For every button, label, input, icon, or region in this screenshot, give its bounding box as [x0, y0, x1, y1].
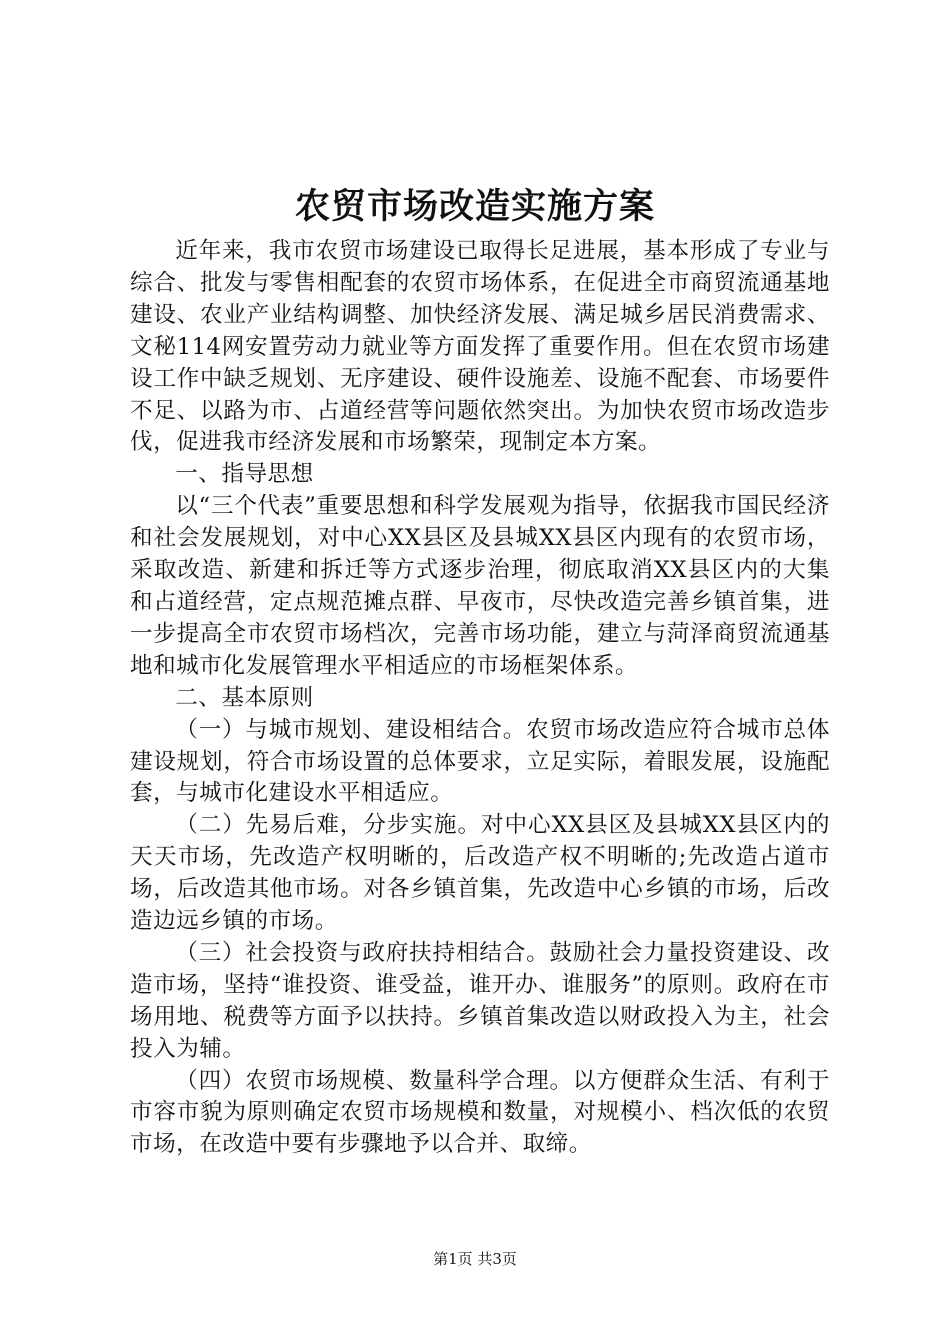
page-footer: 第1页 共3页	[433, 1250, 517, 1268]
paragraph-intro: 近年来，我市农贸市场建设已取得长足进展，基本形成了专业与综合、批发与零售相配套的农贸市场体系，在促进全市商贸流通基地建设、农业产业结构调整、加快经济发展、满足城乡居民消费需求、文秘114网安置劳动力就业等方面发挥了重要作用。但在农贸市场建设工作中缺乏规划、无序建设、硬件设施差、设施不配套、市场要件不足、以路为市、占道经营等问题依然突出。为加快农贸市场改造步伐，促进我市经济发展和市场繁荣，现制定本方案。	[130, 238, 830, 456]
document-title: 农贸市场改造实施方案	[294, 186, 655, 227]
paragraph-principle-2: （二）先易后难，分步实施。对中心XX县区及县城XX县区内的天天市场，先改造产权明晰的，后改造产权不明晰的;先改造占道市场，后改造其他市场。对各乡镇首集，先改造中心乡镇的市场，后改造边远乡镇的市场。	[130, 812, 830, 935]
section-heading-basic-principles: 二、基本原则	[175, 684, 314, 711]
paragraph-principle-4: （四）农贸市场规模、数量科学合理。以方便群众生活、有利于市容市貌为原则确定农贸市场规模和数量，对规模小、档次低的农贸市场，在改造中要有步骤地予以合并、取缔。	[130, 1067, 830, 1158]
document-body	[130, 236, 830, 1161]
paragraph-guiding-ideology: 以“三个代表”重要思想和科学发展观为指导，依据我市国民经济和社会发展规划，对中心XX县区及县城XX县区内现有的农贸市场，采取改造、新建和拆迁等方式逐步治理，彻底取消XX县区内的大集和占道经营，定点规范摊点群、早夜市，尽快改造完善乡镇首集，进一步提高全市农贸市场档次，完善市场功能，建立与菏泽商贸流通基地和城市化发展管理水平相适应的市场框架体系。	[130, 493, 830, 679]
paragraph-principle-1: （一）与城市规划、建设相结合。农贸市场改造应符合城市总体建设规划，符合市场设置的总体要求，立足实际，着眼发展，设施配套，与城市化建设水平相适应。	[130, 716, 830, 807]
section-heading-guiding-ideology: 一、指导思想	[175, 461, 314, 488]
paragraph-principle-3: （三）社会投资与政府扶持相结合。鼓励社会力量投资建设、改造市场，坚持“谁投资、谁受益，谁开办、谁服务”的原则。政府在市场用地、税费等方面予以扶持。乡镇首集改造以财政投入为主，社会投入为辅。	[130, 939, 830, 1062]
